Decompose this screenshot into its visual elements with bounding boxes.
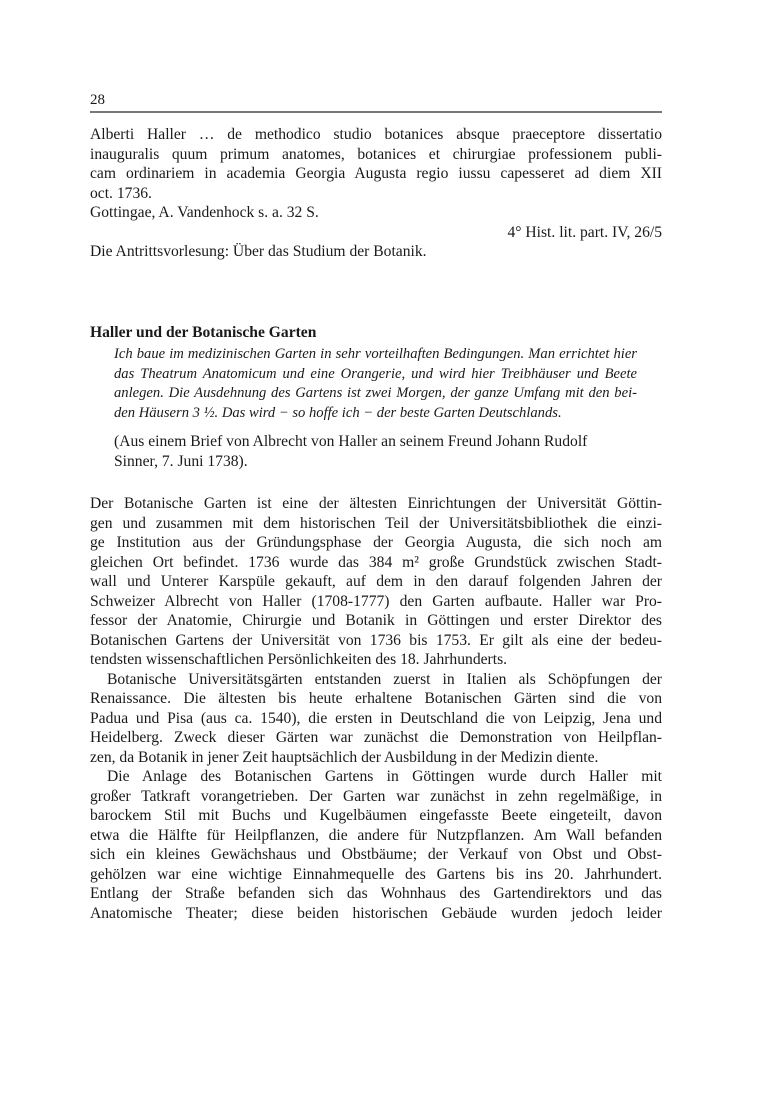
text-line: barockem Stil mit Buchs und Kugelbäumen eingefasste Beete eingeteilt, davon (90, 807, 662, 824)
text-line: cam ordinariem in academia Georgia Augusta regio iussu capesseret ad diem XII (90, 165, 662, 182)
text-line: Botanische Universitätsgärten entstanden zuerst in Italien als Schöpfungen der (107, 670, 662, 688)
text-line: Anatomische Theater; diese beiden historischen Gebäude wurden jedoch leider (90, 904, 662, 922)
text-line: Renaissance. Die ältesten bis heute erhaltene Botanischen Gärten sind die von (90, 690, 662, 707)
running-head (90, 92, 662, 113)
text-line: gehölzen war eine wichtige Einnahmequelle des Gartens bis ins 20. Jahrhundert. (90, 865, 662, 883)
haller-quote (114, 345, 637, 423)
text-line: Padua und Pisa (aus ca. 1540), die ersten in Deutschland die von Leipzig, Jena und (90, 709, 662, 727)
bibliography-entry (90, 125, 662, 262)
text-line: gen und zusammen mit dem historischen Teil der Universitätsbibliothek die einzi- (90, 514, 662, 532)
quote-source (114, 432, 637, 471)
text-line: Botanischen Gartens der Universität von 1736 bis 1753. Er gilt als eine der bedeu- (90, 631, 662, 649)
section-heading: Haller und der Botanische Garten (90, 323, 317, 341)
quote-source-line: (Aus einem Brief von Albrecht von Haller an seinem Freund Johann Rudolf (114, 433, 588, 450)
text-line: Die Anlage des Botanischen Gartens in Göttingen wurde durch Haller mit (107, 768, 662, 785)
text-line: oct. 1736. (90, 184, 152, 202)
text-line: gleichen Ort befindet. 1736 wurde das 384 m² große Grundstück zwischen Stadt- (90, 553, 662, 571)
quote-source-line: Sinner, 7. Juni 1738). (114, 452, 248, 470)
quote-line: anlegen. Die Ausdehnung des Gartens ist zwei Morgen, der ganze Umfang mit den bei- (114, 385, 637, 401)
text-line: Der Botanische Garten ist eine der ältesten Einrichtungen der Universität Göttin- (90, 495, 662, 512)
bibliography-imprint: Gottingae, A. Vandenhock s. a. 32 S. (90, 204, 319, 221)
text-line: etwa die Hälfte für Heilpflanzen, die andere für Nutzpflanzen. Am Wall befanden (90, 826, 662, 844)
text-line: Heidelberg. Zweck dieser Gärten war zunächst die Demonstration von Heilpflan- (90, 729, 662, 746)
text-line: wall und Unterer Karspüle gekauft, auf dem in den darauf folgenden Jahren der (90, 573, 662, 590)
body-text (90, 494, 662, 923)
text-line: fessor der Anatomie, Chirurgie und Botanik in Göttingen und erster Direktor des (90, 612, 662, 629)
document-page (90, 92, 662, 923)
paragraph (90, 494, 662, 670)
bibliography-title (90, 125, 662, 203)
text-line: inauguralis quum primum anatomes, botanices et chirurgiae professionem publi- (90, 145, 662, 163)
text-line: Schweizer Albrecht von Haller (1708-1777) den Garten aufbaute. Haller war Pro- (90, 592, 662, 610)
bibliography-note: Die Antrittsvorlesung: Über das Studium der Botanik. (90, 243, 427, 260)
text-line: ge Institution aus der Gründungsphase der Georgia Augusta, die sich noch am (90, 534, 662, 551)
text-line: zen, da Botanik in jener Zeit hauptsächlich der Ausbildung in der Medizin diente. (90, 748, 599, 766)
bibliography-shelfmark: 4° Hist. lit. part. IV, 26/5 (507, 223, 662, 241)
text-line: Alberti Haller … de methodico studio botanices absque praeceptore dissertatio (90, 126, 662, 143)
text-line: sich ein kleines Gewächshaus und Obstbäume; der Verkauf von Obst und Obst- (90, 846, 662, 863)
paragraph (90, 670, 662, 768)
quote-line: Ich baue im medizinischen Garten in sehr vorteilhaften Bedingungen. Man errichtet hier (114, 346, 637, 362)
text-line: Entlang der Straße befanden sich das Wohnhaus des Gartendirektors und das (90, 885, 662, 902)
paragraph (90, 767, 662, 923)
text-line: großer Tatkraft vorangetrieben. Der Garten war zunächst in zehn regelmäßige, in (90, 787, 662, 805)
quote-line: das Theatrum Anatomicum und eine Orangerie, und wird hier Treibhäuser und Beete (114, 365, 637, 382)
quote-line: den Häusern 3 ½. Das wird − so hoffe ich − der beste Garten Deutschlands. (114, 404, 562, 421)
page-number: 28 (90, 92, 105, 108)
text-line: tendsten wissenschaftlichen Persönlichkeiten des 18. Jahrhunderts. (90, 651, 508, 668)
